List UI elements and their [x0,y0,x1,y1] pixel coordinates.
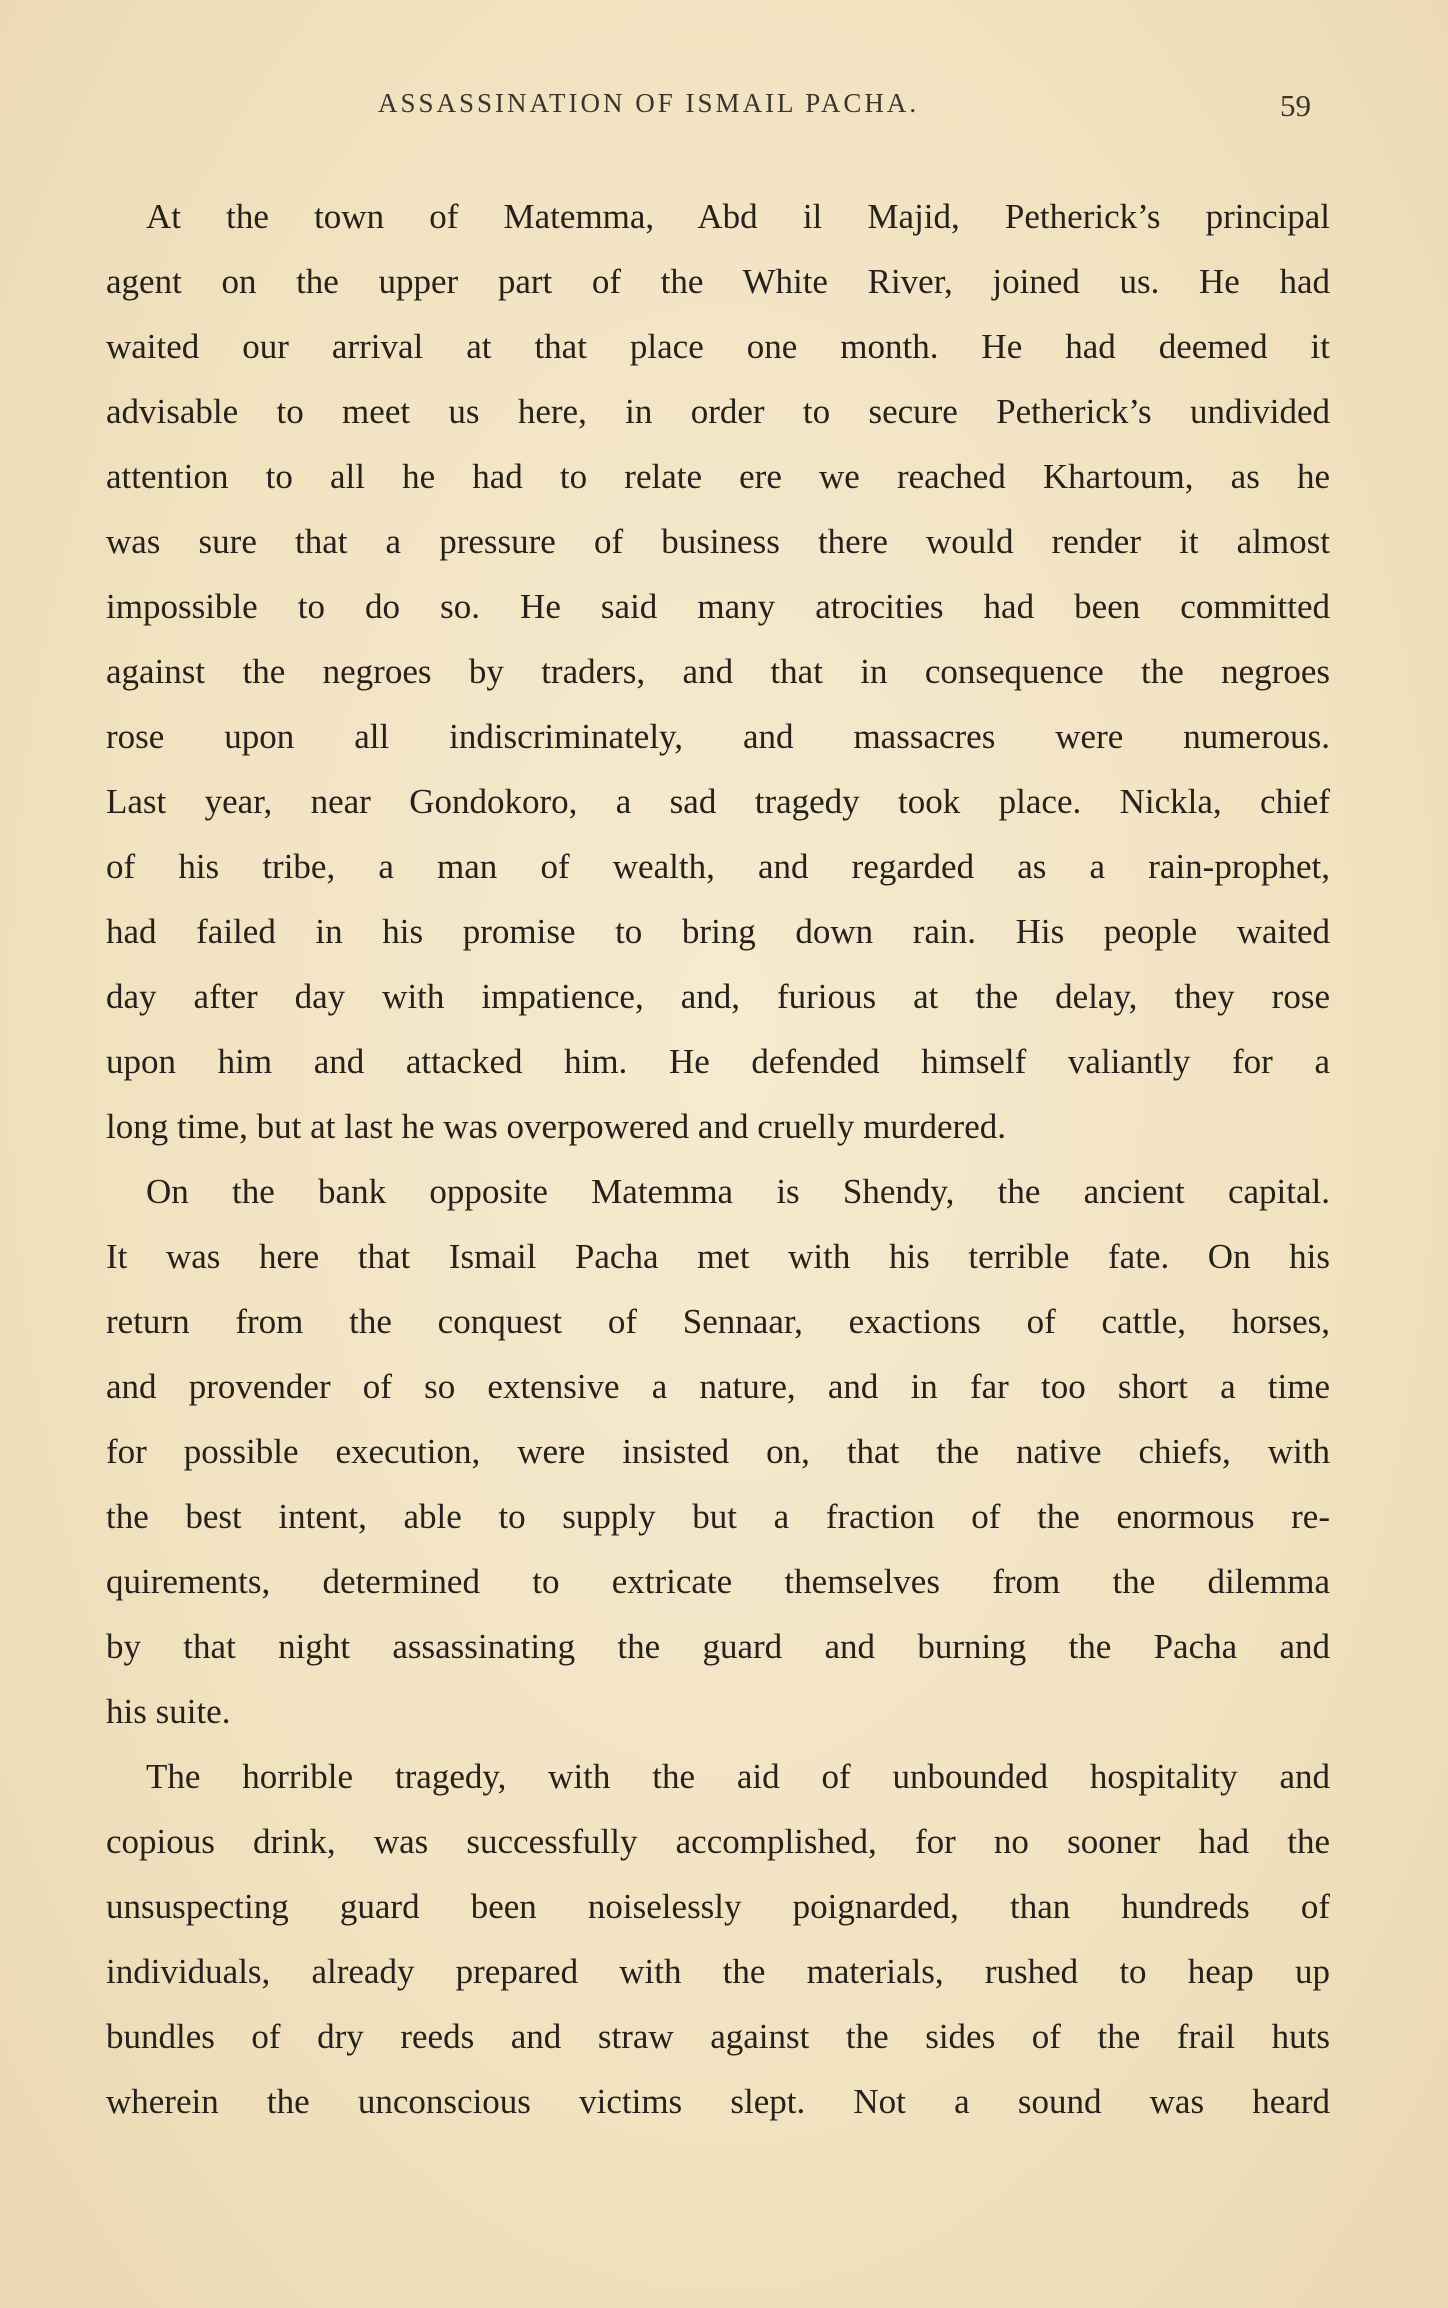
text-line: had failed in his promise to bring down rain. His people waited [106,912,1330,951]
text-line: unsuspecting guard been noiselessly poignarded, than hundreds of [106,1887,1330,1926]
text-line: and provender of so extensive a nature, and in far too short a time [106,1367,1330,1406]
text-line: Last year, near Gondokoro, a sad tragedy took place. Nickla, chief [106,782,1330,821]
text-line: the best intent, able to supply but a fraction of the enormous re- [106,1497,1330,1536]
text-line: long time, but at last he was overpowered and cruelly murdered. [106,1107,1006,1146]
body-text [106,184,1330,2134]
text-line: against the negroes by traders, and that in consequence the negroes [106,652,1330,691]
text-line: At the town of Matemma, Abd il Majid, Petherick’s principal [146,197,1330,236]
text-line: It was here that Ismail Pacha met with his terrible fate. On his [106,1237,1330,1276]
paragraph-1 [106,184,1330,1159]
text-line: impossible to do so. He said many atrocities had been committed [106,587,1330,626]
text-line: bundles of dry reeds and straw against the sides of the frail huts [106,2017,1330,2056]
text-line: for possible execution, were insisted on, that the native chiefs, with [106,1432,1330,1471]
text-line: agent on the upper part of the White River, joined us. He had [106,262,1330,301]
text-line: of his tribe, a man of wealth, and regarded as a rain-prophet, [106,847,1330,886]
text-line: was sure that a pressure of business there would render it almost [106,522,1330,561]
text-line: individuals, already prepared with the materials, rushed to heap up [106,1952,1330,1991]
page-number: 59 [1280,88,1311,123]
running-head [0,88,1448,128]
text-line: rose upon all indiscriminately, and massacres were numerous. [106,717,1330,756]
text-line: waited our arrival at that place one month. He had deemed it [106,327,1330,366]
paragraph-3 [106,1744,1330,2134]
text-line: advisable to meet us here, in order to secure Petherick’s undivided [106,392,1330,431]
text-line: attention to all he had to relate ere we reached Khartoum, as he [106,457,1330,496]
text-line: wherein the unconscious victims slept. Not a sound was heard [106,2082,1330,2121]
text-line: his suite. [106,1692,231,1731]
text-line: quirements, determined to extricate themselves from the dilemma [106,1562,1330,1601]
text-line: copious drink, was successfully accomplished, for no sooner had the [106,1822,1330,1861]
text-line: The horrible tragedy, with the aid of unbounded hospitality and [146,1757,1330,1796]
running-title: ASSASSINATION OF ISMAIL PACHA. [378,88,920,118]
text-line: by that night assassinating the guard and burning the Pacha and [106,1627,1330,1666]
text-line: upon him and attacked him. He defended himself valiantly for a [106,1042,1330,1081]
text-line: On the bank opposite Matemma is Shendy, the ancient capital. [146,1172,1330,1211]
paragraph-2 [106,1159,1330,1744]
text-line: return from the conquest of Sennaar, exactions of cattle, horses, [106,1302,1330,1341]
text-line: day after day with impatience, and, furious at the delay, they rose [106,977,1330,1016]
